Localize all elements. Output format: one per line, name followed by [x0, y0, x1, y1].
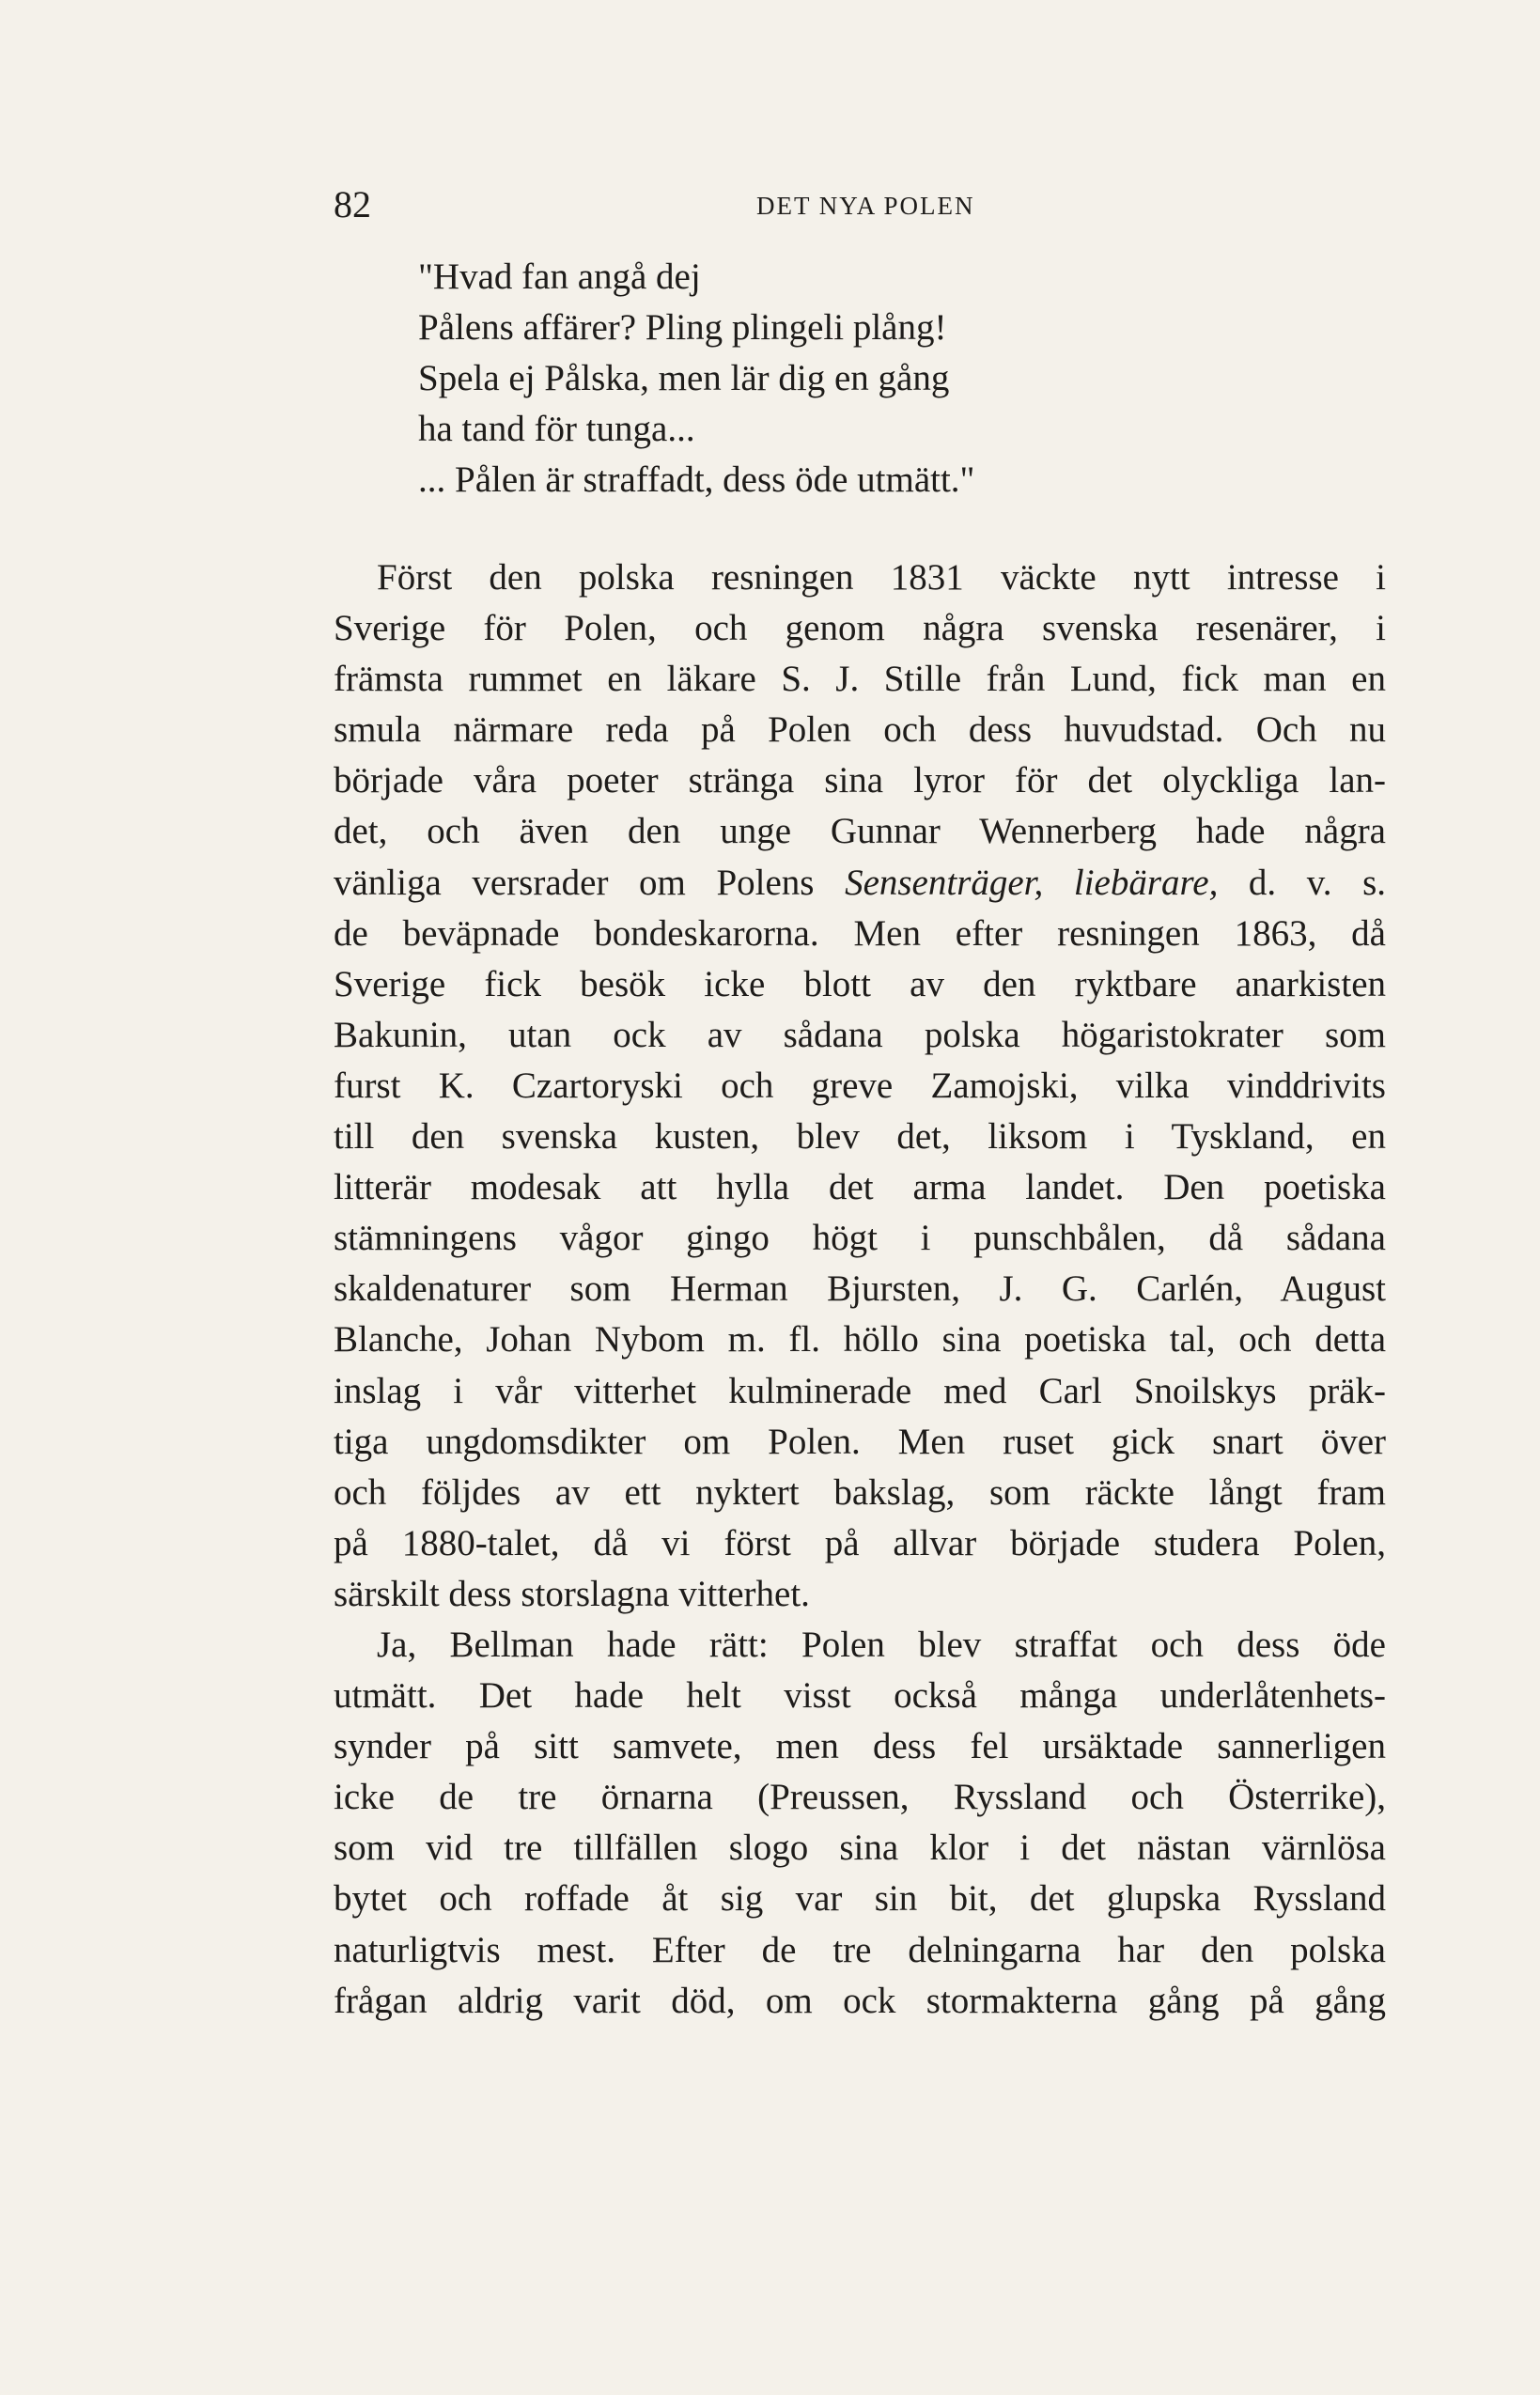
paragraph-2 — [334, 1620, 1386, 2027]
text-line: Sverige för Polen, och genom några svenska resenärer, i — [334, 608, 1386, 649]
verse-line: ... Pålen är straffadt, dess öde utmätt." — [418, 459, 975, 500]
running-head: DET NYA POLEN — [756, 192, 975, 220]
text-line: Bakunin, utan ock av sådana polska högaristokrater som — [334, 1014, 1386, 1055]
text-line: började våra poeter stränga sina lyror för det olyckliga lan- — [334, 760, 1386, 801]
text-line: särskilt dess storslagna vitterhet. — [334, 1573, 810, 1614]
text-line: stämningens vågor gingo högt i punschbålen, då sådana — [334, 1218, 1386, 1259]
paragraph-1 — [334, 552, 1386, 1620]
text-line: tiga ungdomsdikter om Polen. Men ruset gick snart över — [334, 1421, 1386, 1462]
italic-term: Sensenträger, — [845, 862, 1044, 903]
text-line — [334, 858, 1386, 909]
text-line: och följdes av ett nyktert bakslag, som räckte långt fram — [334, 1471, 1386, 1513]
text-line: synder på sitt samvete, men dess fel ursäktade sannerligen — [334, 1726, 1386, 1767]
text-line: skaldenaturer som Herman Bjursten, J. G. Carlén, August — [334, 1268, 1386, 1310]
text-line: inslag i vår vitterhet kulminerade med Carl Snoilskys präk- — [334, 1370, 1386, 1411]
page-number: 82 — [334, 183, 371, 226]
text-line: Först den polska resningen 1831 väckte nytt intresse i — [377, 557, 1386, 598]
text-line: de beväpnade bondeskarorna. Men efter resningen 1863, då — [334, 912, 1386, 954]
text-line: bytet och roffade åt sig var sin bit, det glupska Ryssland — [334, 1878, 1386, 1920]
verse-line: Pålens affärer? Pling plingeli plång! — [418, 307, 947, 348]
text-line: Sverige fick besök icke blott av den ryktbare anarkisten — [334, 963, 1386, 1004]
text-line: det, och även den unge Gunnar Wennerberg hade några — [334, 811, 1386, 852]
page-header — [334, 183, 1386, 226]
text-line: till den svenska kusten, blev det, liksom i Tyskland, en — [334, 1116, 1386, 1158]
text-line: som vid tre tillfällen slogo sina klor i det nästan värnlösa — [334, 1827, 1386, 1869]
verse-line: Spela ej Pålska, men lär dig en gång — [418, 358, 950, 398]
verse-line: "Hvad fan angå dej — [418, 257, 701, 297]
verse-quote — [418, 252, 1358, 505]
italic-term: liebärare, — [1073, 862, 1219, 903]
text-run: vänliga versrader om Polens — [334, 862, 846, 903]
text-line: smula närmare reda på Polen och dess huvudstad. Och nu — [334, 709, 1386, 751]
text-line: Blanche, Johan Nybom m. fl. höllo sina poetiska tal, och detta — [334, 1319, 1386, 1361]
text-line: litterär modesak att hylla det arma landet. Den poetiska — [334, 1167, 1386, 1208]
text-line: Ja, Bellman hade rätt: Polen blev straffat och dess öde — [377, 1624, 1386, 1665]
body-text — [334, 552, 1386, 2027]
text-line: på 1880-talet, då vi först på allvar började studera Polen, — [334, 1522, 1386, 1563]
text-line: frågan aldrig varit död, om ock stormakterna gång på gång — [334, 1980, 1386, 2021]
text-line: naturligtvis mest. Efter de tre delningarna har den polska — [334, 1929, 1386, 1970]
text-run: d. v. s. — [1218, 862, 1386, 903]
verse-line: ha tand för tunga... — [418, 409, 695, 449]
text-line: främsta rummet en läkare S. J. Stille från Lund, fick man en — [334, 659, 1386, 700]
text-line: utmätt. Det hade helt visst också många underlåtenhets- — [334, 1675, 1386, 1717]
text-line: icke de tre örnarna (Preussen, Ryssland och Österrike), — [334, 1777, 1386, 1818]
text-line: furst K. Czartoryski och greve Zamojski, vilka vinddrivits — [334, 1065, 1386, 1106]
